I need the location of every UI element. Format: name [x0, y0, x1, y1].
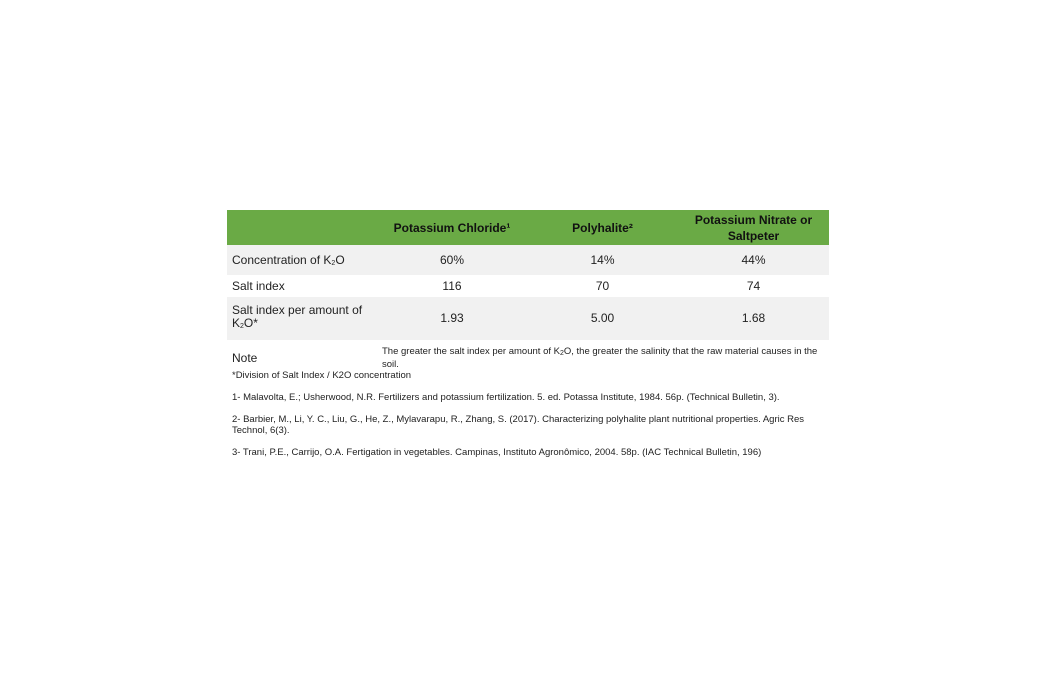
row-label-salt-index: Salt index [227, 275, 377, 297]
row-label-salt-index-per-amount: Salt index per amount of $K_2O*$ [227, 297, 377, 340]
table-row [227, 245, 829, 275]
header-empty-cell [227, 210, 377, 245]
table-cell: 1.68 [678, 297, 829, 340]
reference-1: 1- Malavolta, E.; Usherwood, N.R. Fertilizers and potassium fertilization. 5. ed. Potassa Institute, 1984. 56p. (Technical Bulletin, 3). [232, 392, 780, 403]
table-cell: 74 [678, 275, 829, 297]
table-header-row [227, 210, 829, 245]
table-cell: 1.93 [377, 297, 527, 340]
table-row [227, 275, 829, 297]
reference-3: 3- Trani, P.E., Carrijo, O.A. Fertigation in vegetables. Campinas, Instituto Agronômico, 2004. 58p. (IAC Technical Bulletin, 196) [232, 447, 762, 458]
row-label-concentration: Concentration of $K_2O$ [227, 245, 377, 275]
table-cell: 14% [527, 245, 678, 275]
header-potassium-nitrate: Potassium Nitrate or Saltpeter [694, 212, 813, 243]
reference-2: 2- Barbier, M., Li, Y. C., Liu, G., He, Z., Mylavarapu, R., Zhang, S. (2017). Characterizing polyhalite plant nutritional properties. Agric Res Technol, 6(3). [232, 414, 805, 436]
table-cell: 5.00 [527, 297, 678, 340]
table-row [227, 297, 829, 340]
header-polyhalite: Polyhalite² [572, 220, 633, 235]
table-cell: 44% [678, 245, 829, 275]
note-text: The greater the salt index per amount of $K_2O$, the greater the salinity that the raw material causes in the soil. [377, 340, 829, 376]
comparison-table-container [227, 210, 829, 376]
table-cell: 70 [527, 275, 678, 297]
table-cell: 116 [377, 275, 527, 297]
header-potassium-chloride: Potassium Chloride¹ [393, 220, 511, 235]
footnote-division: *Division of Salt Index / K2O concentration [232, 370, 412, 381]
table-cell: 60% [377, 245, 527, 275]
row-label-note: Note [227, 340, 377, 376]
fertilizer-comparison-table [227, 210, 829, 376]
footnotes [232, 370, 822, 469]
